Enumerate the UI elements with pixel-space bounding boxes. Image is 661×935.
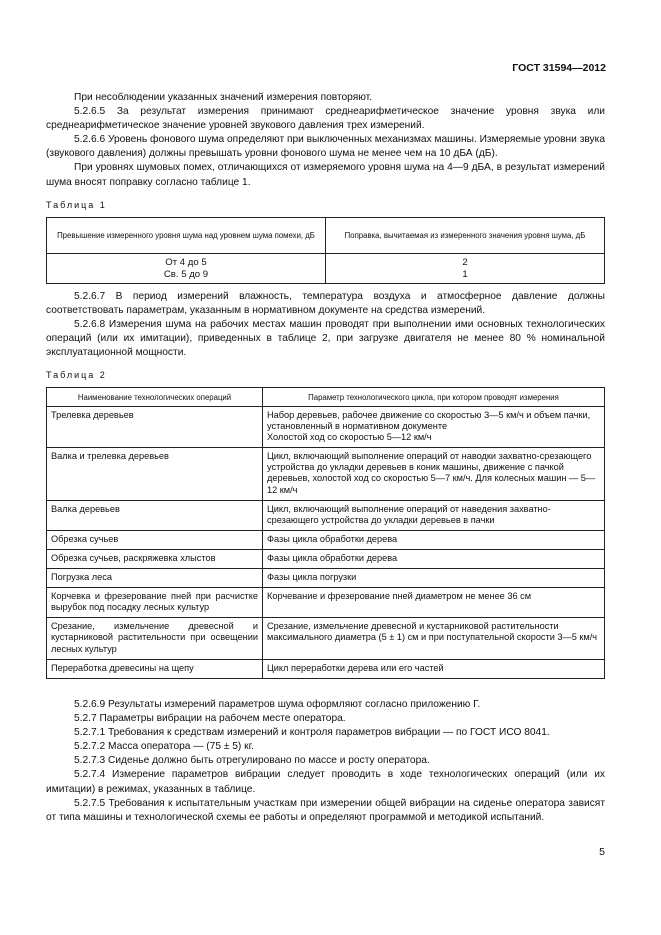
table-row [47, 407, 605, 448]
text-block-mid [46, 290, 605, 360]
paragraph: 5.2.6.8 Измерения шума на рабочих местах машин проводят при выполнении ими основных технологических операций (или их имитации), приведенных в таблице 2, при загрузке двигателя не менее 80 % номинальной эксплуатационной мощности. [46, 319, 605, 359]
paragraph: При уровнях шумовых помех, отличающихся от измеряемого уровня шума на 4—9 дБА, в результат измерений шума вносят поправку согласно таблице 1. [46, 162, 605, 188]
table-header-cell: Параметр технологического цикла, при котором проводят измерения [263, 388, 605, 407]
cell-line: 2 [462, 257, 468, 268]
table-row [47, 659, 605, 678]
text-block-bottom [46, 698, 605, 825]
table-row [47, 254, 605, 284]
paragraph: При несоблюдении указанных значений измерения повторяют. [74, 92, 373, 103]
paragraph: 5.2.6.5 За результат измерения принимают среднеарифметическое значение уровня звука или среднеарифметическое значение уровней звукового давления трех измерений. [46, 106, 605, 132]
cell-line: Св. 5 до 9 [163, 268, 209, 280]
cell-line: Набор деревьев, рабочее движение со скоростью 3—5 км/ч и объем пачки, установленный в нормативном документе [267, 410, 591, 432]
table-header-row [47, 388, 605, 407]
operation-cell: Погрузка леса [47, 569, 263, 588]
cell-line: 1 [462, 268, 468, 280]
table2 [46, 387, 605, 679]
paragraph: 5.2.7.3 Сиденье должно быть отрегулировано по массе и росту оператора. [74, 755, 430, 767]
page-number: 5 [599, 846, 605, 858]
parameter-cell: Фазы цикла погрузки [263, 569, 605, 588]
table-row [47, 530, 605, 549]
operation-cell: Трелевка деревьев [47, 407, 263, 448]
table-header-row [47, 218, 605, 254]
paragraph: 5.2.7 Параметры вибрации на рабочем месте оператора. [74, 713, 346, 725]
parameter-cell: Цикл, включающий выполнение операций от наведения захватно-срезающего устройства до укладки деревьев в пачки [263, 500, 605, 530]
table-header-cell: Поправка, вычитаемая из измеренного значения уровня шума, дБ [326, 218, 605, 254]
operation-cell: Срезание, измельчение древесной и кустарниковой растительности при освещении лесных культур [47, 618, 263, 659]
parameter-cell: Цикл, включающий выполнение операций от наводки захватно-срезающего устройства до укладки деревьев в коник машины, движение с пачкой деревьев, холостой ход со скоростью 5—7 км/ч. Для колесных машин — 5—12 км/ч [263, 448, 605, 500]
table-cell [47, 254, 326, 284]
operation-cell: Валка деревьев [47, 500, 263, 530]
parameter-cell: Фазы цикла обработки дерева [263, 530, 605, 549]
table-cell [326, 254, 605, 284]
paragraph: 5.2.6.6 Уровень фонового шума определяют при выключенных механизмах машины. Измеряемые уровни звука (звукового давления) должны превышать уровни фонового шума не менее чем на 10 дБА (дБ). [46, 134, 605, 160]
paragraph: 5.2.6.7 В период измерений влажность, температура воздуха и атмосферное давление должны соответствовать параметрам, указанным в нормативном документе на средства измерений. [46, 291, 605, 317]
paragraph: 5.2.7.1 Требования к средствам измерений и контроля параметров вибрации — по ГОСТ ИСО 8041. [74, 727, 550, 739]
paragraph: 5.2.7.4 Измерение параметров вибрации следует проводить в ходе технологических операций (или их имитации) в режимах, указанных в таблице. [46, 769, 605, 795]
parameter-cell: Срезание, измельчение древесной и кустарниковой растительности максимального диаметра (5 ± 1) см и при поступательной скорости 3—5 км/ч [263, 618, 605, 659]
paragraph: 5.2.7.2 Масса оператора — (75 ± 5) кг. [74, 741, 254, 753]
cell-line: От 4 до 5 [165, 257, 207, 268]
table1 [46, 217, 605, 284]
paragraph: 5.2.7.5 Требования к испытательным участкам при измерении общей вибрации на сиденье оператора зависят от типа машины и технологической схемы ее работы и определяют программой и методикой испытаний. [46, 797, 605, 823]
operation-cell: Обрезка сучьев, раскряжевка хлыстов [47, 549, 263, 568]
operation-cell: Переработка древесины на щепу [47, 659, 263, 678]
table-row [47, 618, 605, 659]
table-header-cell: Превышение измеренного уровня шума над уровнем шума помехи, дБ [47, 218, 326, 254]
parameter-cell [263, 407, 605, 448]
table-header-cell: Наименование технологических операций [47, 388, 263, 407]
table-row [47, 588, 605, 618]
table2-caption: Таблица 2 [46, 370, 107, 380]
paragraph: 5.2.6.9 Результаты измерений параметров шума оформляют согласно приложению Г. [74, 699, 481, 710]
operation-cell: Корчевка и фрезерование пней при расчистке вырубок под посадку лесных культур [47, 588, 263, 618]
parameter-cell: Цикл переработки дерева или его частей [263, 659, 605, 678]
text-block-top [46, 91, 605, 190]
table-row [47, 549, 605, 568]
parameter-cell: Корчевание и фрезерование пней диаметром не менее 36 см [263, 588, 605, 618]
table1-caption: Таблица 1 [46, 200, 107, 210]
table-row [47, 448, 605, 500]
cell-line: Холостой ход со скоростью 5—12 км/ч [267, 432, 432, 443]
parameter-cell: Фазы цикла обработки дерева [263, 549, 605, 568]
table-row [47, 500, 605, 530]
operation-cell: Валка и трелевка деревьев [47, 448, 263, 500]
operation-cell: Обрезка сучьев [47, 530, 263, 549]
table-row [47, 569, 605, 588]
document-header: ГОСТ 31594—2012 [512, 62, 606, 74]
